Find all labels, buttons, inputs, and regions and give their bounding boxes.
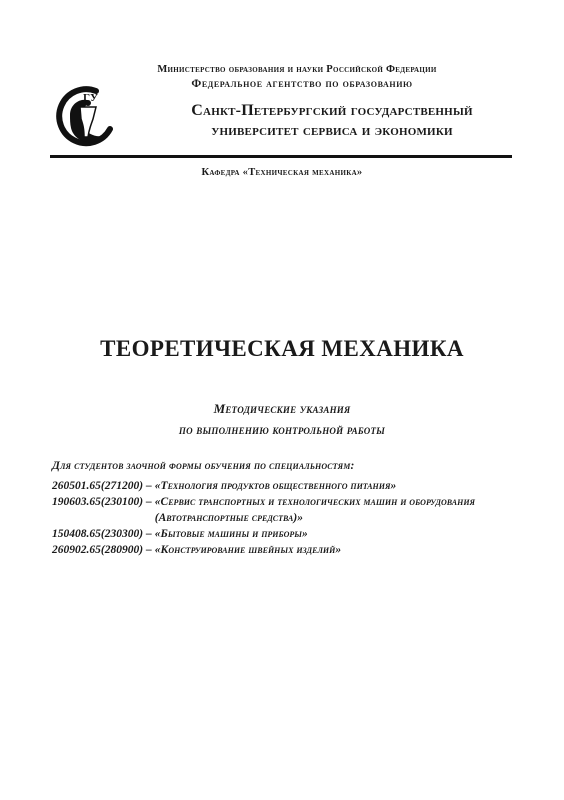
specialty-code: 190603.65(230100) <box>52 496 144 508</box>
subtitle-line-2: по выполнению контрольной работы <box>178 422 386 437</box>
specialties-block <box>52 458 522 558</box>
header-rule <box>50 155 512 158</box>
specialty-separator: – <box>146 544 152 556</box>
specialty-name: «Технология продуктов общественного питания» <box>154 480 397 492</box>
specialty-name: «Бытовые машины и приборы» <box>154 528 308 540</box>
university-line-1: Санкт-Петербургский государственный <box>191 102 473 119</box>
department-name: Кафедра «Техническая механика» <box>201 167 363 178</box>
specialty-separator: – <box>146 528 152 540</box>
university-name <box>142 101 522 141</box>
university-line-2: университет сервиса и экономики <box>211 122 453 139</box>
specialty-item <box>52 494 522 526</box>
specialty-item <box>52 542 522 558</box>
specialty-code: 150408.65(230300) <box>52 528 144 540</box>
agency-name: Федеральное агентство по образованию <box>191 78 413 90</box>
specialty-item <box>52 526 522 542</box>
specialties-intro: Для студентов заочной формы обучения по специальностям: <box>52 460 355 472</box>
document-title: ТЕОРЕТИЧЕСКАЯ МЕХАНИКА <box>100 336 464 361</box>
specialty-name: «Конструирование швейных изделий» <box>154 544 342 556</box>
university-logo <box>56 85 118 151</box>
specialty-name: «Сервис транспортных и технологических машин и оборудования (Автотранспортные средства)» <box>154 496 476 524</box>
ministry-name: Министерство образования и науки Российской Федерации <box>157 64 437 75</box>
specialty-code: 260902.65(280900) <box>52 544 144 556</box>
specialty-code: 260501.65(271200) <box>52 480 144 492</box>
specialty-separator: – <box>146 480 152 492</box>
specialty-item <box>52 478 522 494</box>
document-subtitle <box>0 398 564 440</box>
subtitle-line-1: Методические указания <box>213 401 351 416</box>
logo-letters: ГУ <box>83 92 99 104</box>
specialty-separator: – <box>146 496 152 508</box>
